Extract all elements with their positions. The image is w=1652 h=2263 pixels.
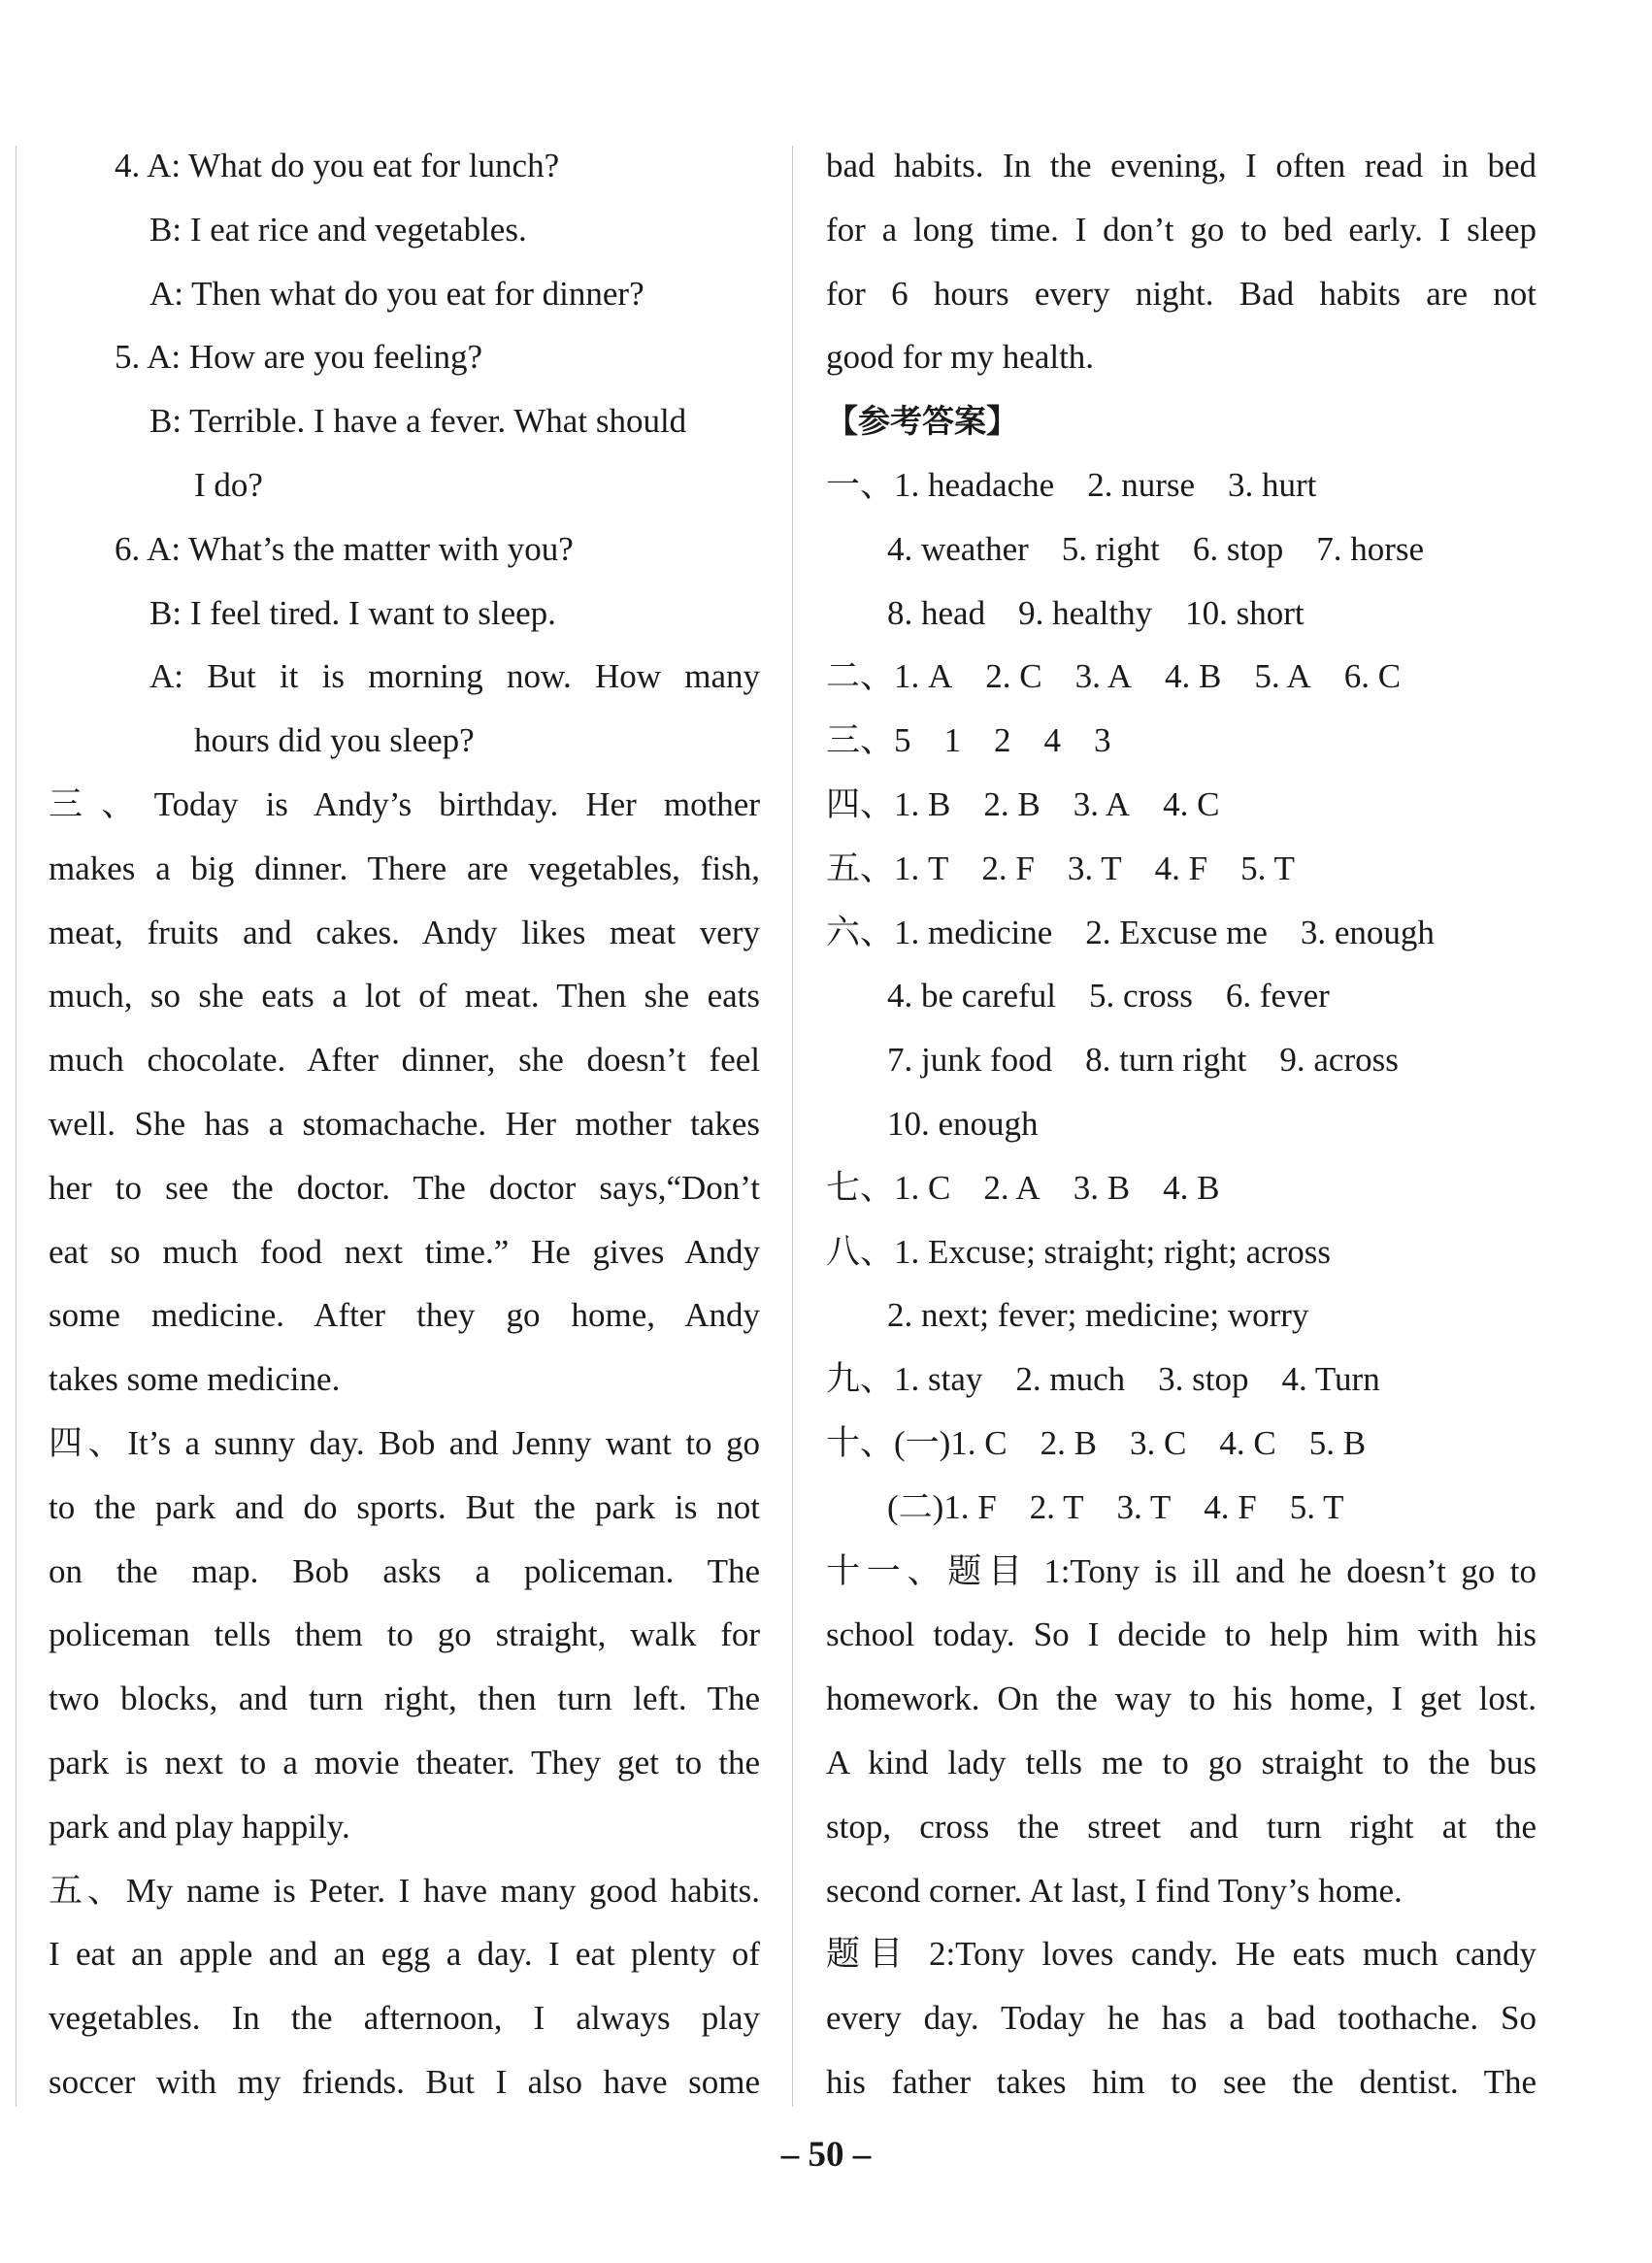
- section-5-continuation-line: for 6 hours every night. Bad habits are not: [826, 274, 1536, 313]
- section-4-line: park is next to a movie theater. They get to the: [49, 1743, 760, 1781]
- answer-row-10a: 十、(一)1. C 2. B 3. C 4. C 5. B: [826, 1423, 1367, 1462]
- answer-row-5: 五、1. T 2. F 3. T 4. F 5. T: [826, 849, 1295, 887]
- section-5-line: I eat an apple and an egg a day. I eat plenty of: [49, 1935, 760, 1974]
- answer-row-6a: 六、1. medicine 2. Excuse me 3. enough: [826, 913, 1435, 951]
- section-3-line: her to see the doctor. The doctor says,“Don’t: [49, 1168, 760, 1207]
- dialog-line: B: I eat rice and vegetables.: [149, 210, 527, 249]
- section-3-line: takes some medicine.: [49, 1360, 341, 1399]
- answers-heading: 【参考答案】: [826, 402, 1018, 441]
- section-5-line: vegetables. In the afternoon, I always play: [49, 1999, 760, 2038]
- answer-row-4: 四、1. B 2. B 3. A 4. C: [826, 784, 1220, 823]
- section-4-line: 四、It’s a sunny day. Bob and Jenny want to go: [49, 1423, 760, 1462]
- left-margin-rule: [16, 146, 17, 2107]
- section-11-line: his father takes him to see the dentist. The: [826, 2062, 1536, 2101]
- section-11-line: 题目 2:Tony loves candy. He eats much candy: [826, 1935, 1536, 1974]
- section-3-line: much, so she eats a lot of meat. Then she eats: [49, 977, 760, 1015]
- answer-row-10b: (二)1. F 2. T 3. T 4. F 5. T: [887, 1487, 1344, 1526]
- column-divider: [792, 146, 793, 2107]
- answer-row-6b: 4. be careful 5. cross 6. fever: [887, 977, 1330, 1015]
- section-3-line: 三、Today is Andy’s birthday. Her mother: [49, 784, 760, 823]
- answer-row-7: 七、1. C 2. A 3. B 4. B: [826, 1168, 1220, 1207]
- dialog-line: A: But it is morning now. How many: [149, 657, 760, 696]
- section-4-line: two blocks, and turn right, then turn left. The: [49, 1680, 760, 1718]
- section-3-line: makes a big dinner. There are vegetables, fish,: [49, 849, 760, 887]
- section-11-line: stop, cross the street and turn right at the: [826, 1807, 1536, 1846]
- section-3-line: eat so much food next time.” He gives Andy: [49, 1232, 760, 1271]
- section-3-line: well. She has a stomachache. Her mother takes: [49, 1104, 760, 1143]
- section-3-line: some medicine. After they go home, Andy: [49, 1296, 760, 1335]
- answer-row-3: 三、5 1 2 4 3: [826, 721, 1111, 760]
- section-4-line: on the map. Bob asks a policeman. The: [49, 1551, 760, 1590]
- answer-row-8b: 2. next; fever; medicine; worry: [887, 1296, 1309, 1335]
- section-11-line: A kind lady tells me to go straight to the bus: [826, 1743, 1536, 1781]
- section-4-line: park and play happily.: [49, 1807, 350, 1846]
- dialog-line: hours did you sleep?: [194, 721, 475, 760]
- answer-row-6c: 7. junk food 8. turn right 9. across: [887, 1041, 1399, 1080]
- section-4-line: to the park and do sports. But the park is not: [49, 1487, 760, 1526]
- dialog-line: I do?: [194, 465, 263, 504]
- section-5-line: 五、My name is Peter. I have many good habits.: [49, 1871, 760, 1910]
- right-column: [826, 134, 1536, 2114]
- answer-row-8a: 八、1. Excuse; straight; right; across: [826, 1232, 1332, 1271]
- section-11-line: homework. On the way to his home, I get lost.: [826, 1680, 1536, 1718]
- section-11-line: school today. So I decide to help him with his: [826, 1615, 1536, 1654]
- answer-row-1c: 8. head 9. healthy 10. short: [887, 593, 1305, 632]
- section-4-line: policeman tells them to go straight, walk for: [49, 1615, 760, 1654]
- section-11-line: every day. Today he has a bad toothache. So: [826, 1999, 1536, 2038]
- dialog-line: 5. A: How are you feeling?: [115, 338, 483, 377]
- section-5-line: soccer with my friends. But I also have some: [49, 2062, 760, 2101]
- section-5-continuation-line: bad habits. In the evening, I often read in bed: [826, 147, 1536, 184]
- dialog-line: A: Then what do you eat for dinner?: [149, 274, 644, 313]
- section-3-line: meat, fruits and cakes. Andy likes meat very: [49, 913, 760, 951]
- section-11-line: second corner. At last, I find Tony’s home.: [826, 1871, 1403, 1910]
- dialog-line: 4. A: What do you eat for lunch?: [115, 147, 560, 184]
- answer-row-1a: 一、1. headache 2. nurse 3. hurt: [826, 465, 1317, 504]
- dialog-line: B: I feel tired. I want to sleep.: [149, 593, 556, 632]
- left-column: [49, 134, 760, 2114]
- section-5-continuation-line: for a long time. I don’t go to bed early. I sleep: [826, 210, 1536, 249]
- answer-row-9: 九、1. stay 2. much 3. stop 4. Turn: [826, 1360, 1380, 1399]
- answer-row-6d: 10. enough: [887, 1104, 1039, 1143]
- section-3-line: much chocolate. After dinner, she doesn’t feel: [49, 1041, 760, 1080]
- dialog-line: B: Terrible. I have a fever. What should: [149, 402, 687, 441]
- page-number: – 50 –: [780, 2135, 872, 2175]
- answer-row-2: 二、1. A 2. C 3. A 4. B 5. A 6. C: [826, 657, 1402, 696]
- answer-row-1b: 4. weather 5. right 6. stop 7. horse: [887, 529, 1425, 568]
- section-11-line: 十一、题目 1:Tony is ill and he doesn’t go to: [826, 1551, 1536, 1590]
- dialog-line: 6. A: What’s the matter with you?: [115, 529, 574, 568]
- section-5-continuation-line: good for my health.: [826, 338, 1095, 377]
